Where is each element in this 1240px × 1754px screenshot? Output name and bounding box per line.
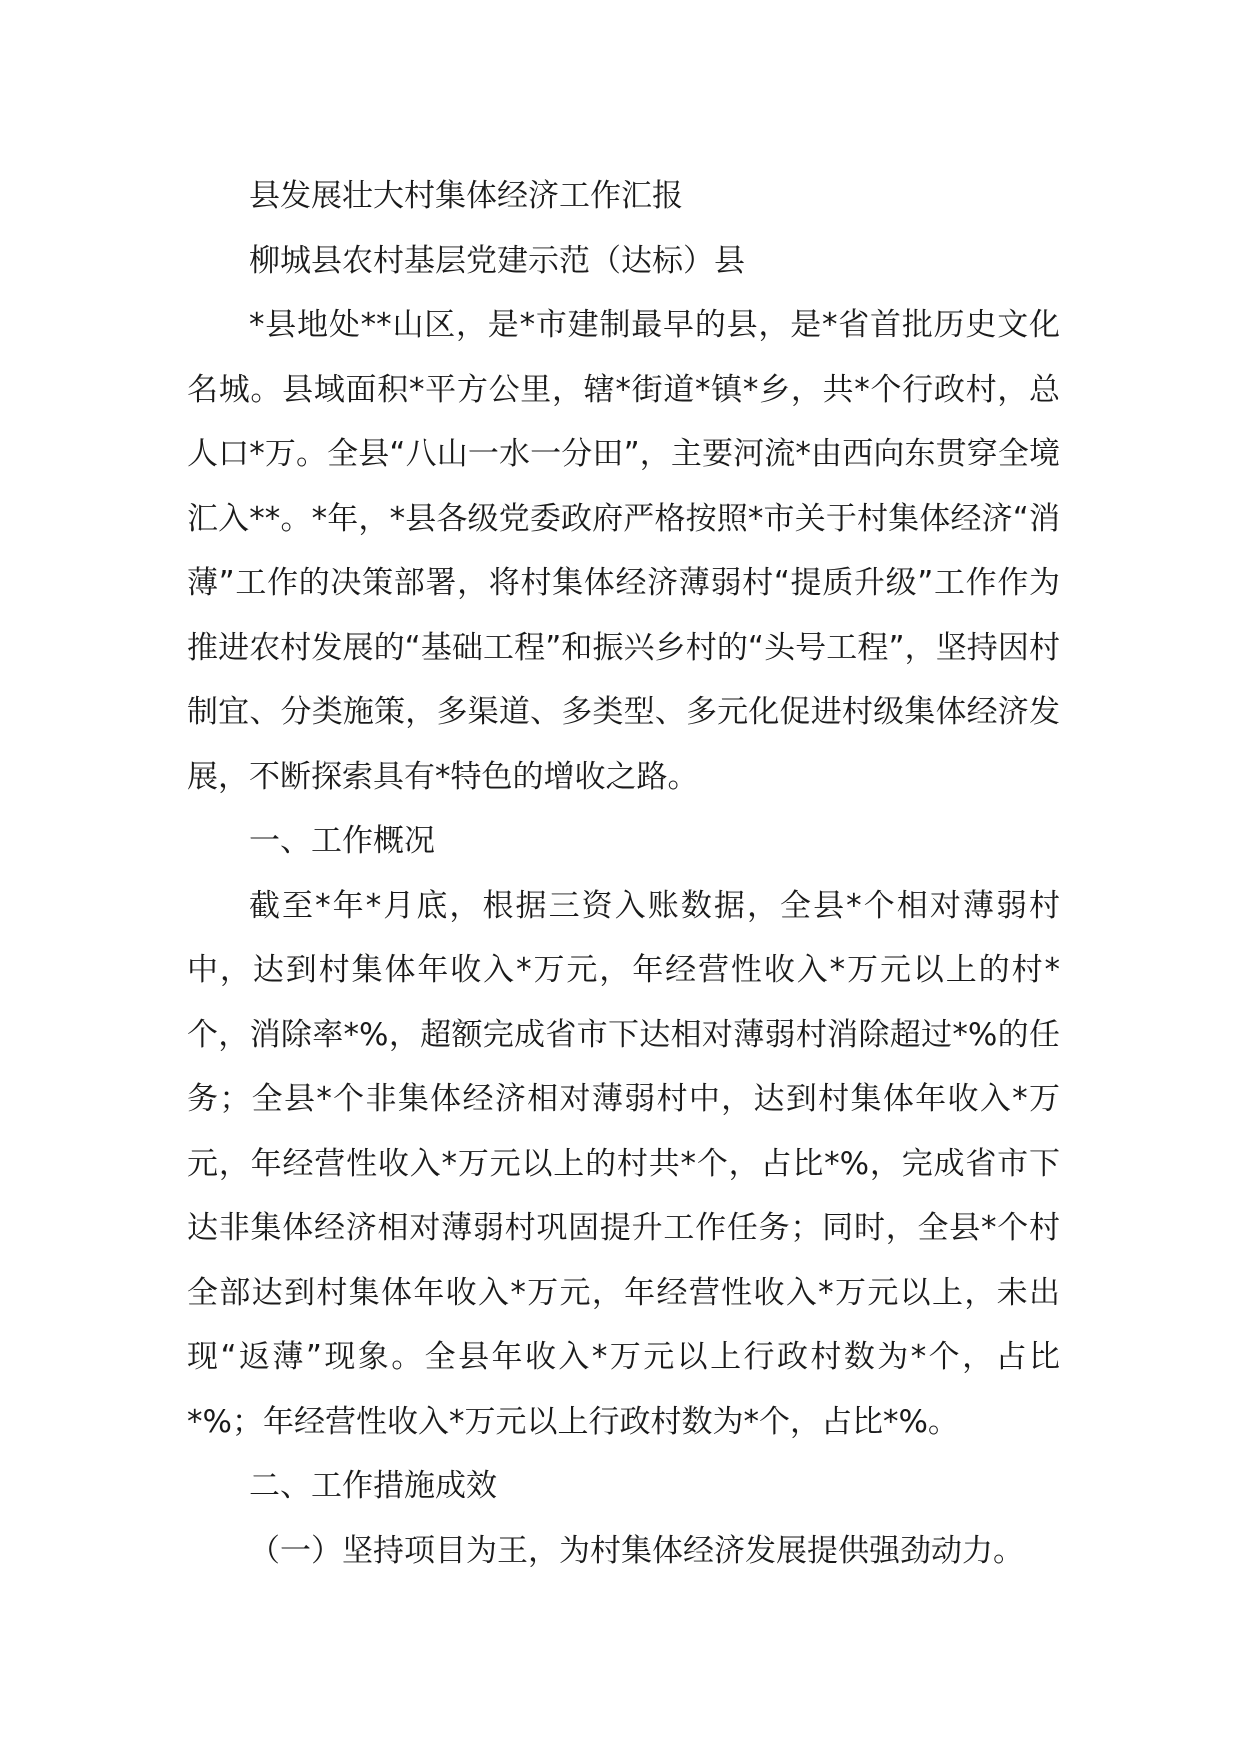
document-body <box>187 164 1060 1583</box>
subsection-heading-projects: （一）坚持项目为王，为村集体经济发展提供强劲动力。 <box>249 1532 1024 1569</box>
overview-paragraph: 截至*年*月底，根据三资入账数据，全县*个相对薄弱村中，达到村集体年收入*万元，年经营性收入*万元以上的村*个，消除率*%，超额完成省市下达相对薄弱村消除超过*%的任务；全县*个非集体经济相对薄弱村中，达到村集体年收入*万元，年经营性收入*万元以上的村共*个，占比*%，完成省市下达非集体经济相对薄弱村巩固提升工作任务；同时，全县*个村全部达到村集体年收入*万元，年经营性收入*万元以上，未出现“返薄”现象。全县年收入*万元以上行政村数为*个，占比*%；年经营性收入*万元以上行政村数为*个，占比*%。 <box>187 887 1060 1440</box>
intro-paragraph: *县地处**山区，是*市建制最早的县，是*省首批历史文化名城。县域面积*平方公里，辖*街道*镇*乡，共*个行政村，总人口*万。全县“八山一水一分田”，主要河流*由西向东贯穿全境汇入**。*年，*县各级党委政府严格按照*市关于村集体经济“消薄”工作的决策部署，将村集体经济薄弱村“提质升级”工作作为推进农村发展的“基础工程”和振兴乡村的“头号工程”，坚持因村制宜、分类施策，多渠道、多类型、多元化促进村级集体经济发展，不断探索具有*特色的增收之路。 <box>187 307 1060 795</box>
document-subtitle: 柳城县农村基层党建示范（达标）县 <box>249 242 745 279</box>
section-heading-measures: 二、工作措施成效 <box>249 1468 497 1504</box>
section-heading-overview: 一、工作概况 <box>249 823 435 859</box>
document-title: 县发展壮大村集体经济工作汇报 <box>249 178 683 214</box>
